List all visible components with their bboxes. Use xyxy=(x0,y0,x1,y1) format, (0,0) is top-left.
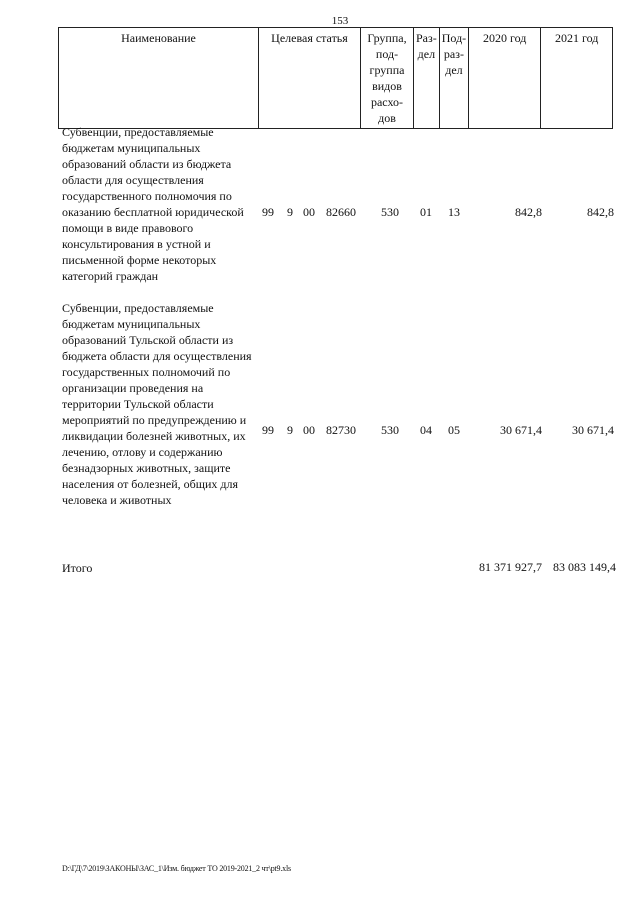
row-ts2: 9 xyxy=(287,205,293,219)
row-subsection: 13 xyxy=(448,205,460,219)
header-expense-group: Группа, под-группа видов расхо-дов xyxy=(361,28,414,129)
header-year-2021: 2021 год xyxy=(541,28,613,129)
row-group: 530 xyxy=(381,423,399,437)
row-name: Субвенции, предоставляемые бюджетам муниципальных образований области из бюджета области для осуществления государственного полномочия по оказанию бесплатной юридической помощи в виде правового консультирования в устной и письменной форме некоторых категорий граждан xyxy=(62,125,244,283)
header-target-article: Целевая статья xyxy=(259,28,361,129)
row-value-2020: 30 671,4 xyxy=(500,423,542,437)
row-ts4: 82730 xyxy=(326,423,356,437)
file-path-footer: D:\ГД\7\2019\ЗАКОНЫ\ЗАС_1\Изм. бюджет ТО 2019-2021_2 чт\pt9.xls xyxy=(62,864,291,873)
header-year-2020: 2020 год xyxy=(469,28,541,129)
total-value-2021: 83 083 149,4 xyxy=(553,560,616,574)
row-section: 04 xyxy=(420,423,432,437)
row-value-2021: 30 671,4 xyxy=(572,423,614,437)
header-section: Раз-дел xyxy=(414,28,440,129)
page-number: 153 xyxy=(331,15,349,27)
row-ts3: 00 xyxy=(303,423,315,437)
row-ts2: 9 xyxy=(287,423,293,437)
row-ts4: 82660 xyxy=(326,205,356,219)
budget-table-header xyxy=(58,27,613,129)
total-label: Итого xyxy=(62,561,93,575)
row-group: 530 xyxy=(381,205,399,219)
row-section: 01 xyxy=(420,205,432,219)
total-value-2020: 81 371 927,7 xyxy=(479,560,542,574)
row-ts1: 99 xyxy=(262,423,274,437)
row-subsection: 05 xyxy=(448,423,460,437)
header-name: Наименование xyxy=(59,28,259,129)
row-ts1: 99 xyxy=(262,205,274,219)
row-value-2021: 842,8 xyxy=(587,205,614,219)
row-name: Субвенции, предоставляемые бюджетам муниципальных образований Тульской области из бюджета области для осуществления государственных полномочий по организации проведения на территории Тульской области мероприятий по предупреждению и ликвидации болезней животных, их лечению, отлову и содержанию безнадзорных животных, защите населения от болезней, общих для человека и животных xyxy=(62,301,252,507)
row-ts3: 00 xyxy=(303,205,315,219)
header-subsection: Под-раз-дел xyxy=(439,28,468,129)
row-value-2020: 842,8 xyxy=(515,205,542,219)
